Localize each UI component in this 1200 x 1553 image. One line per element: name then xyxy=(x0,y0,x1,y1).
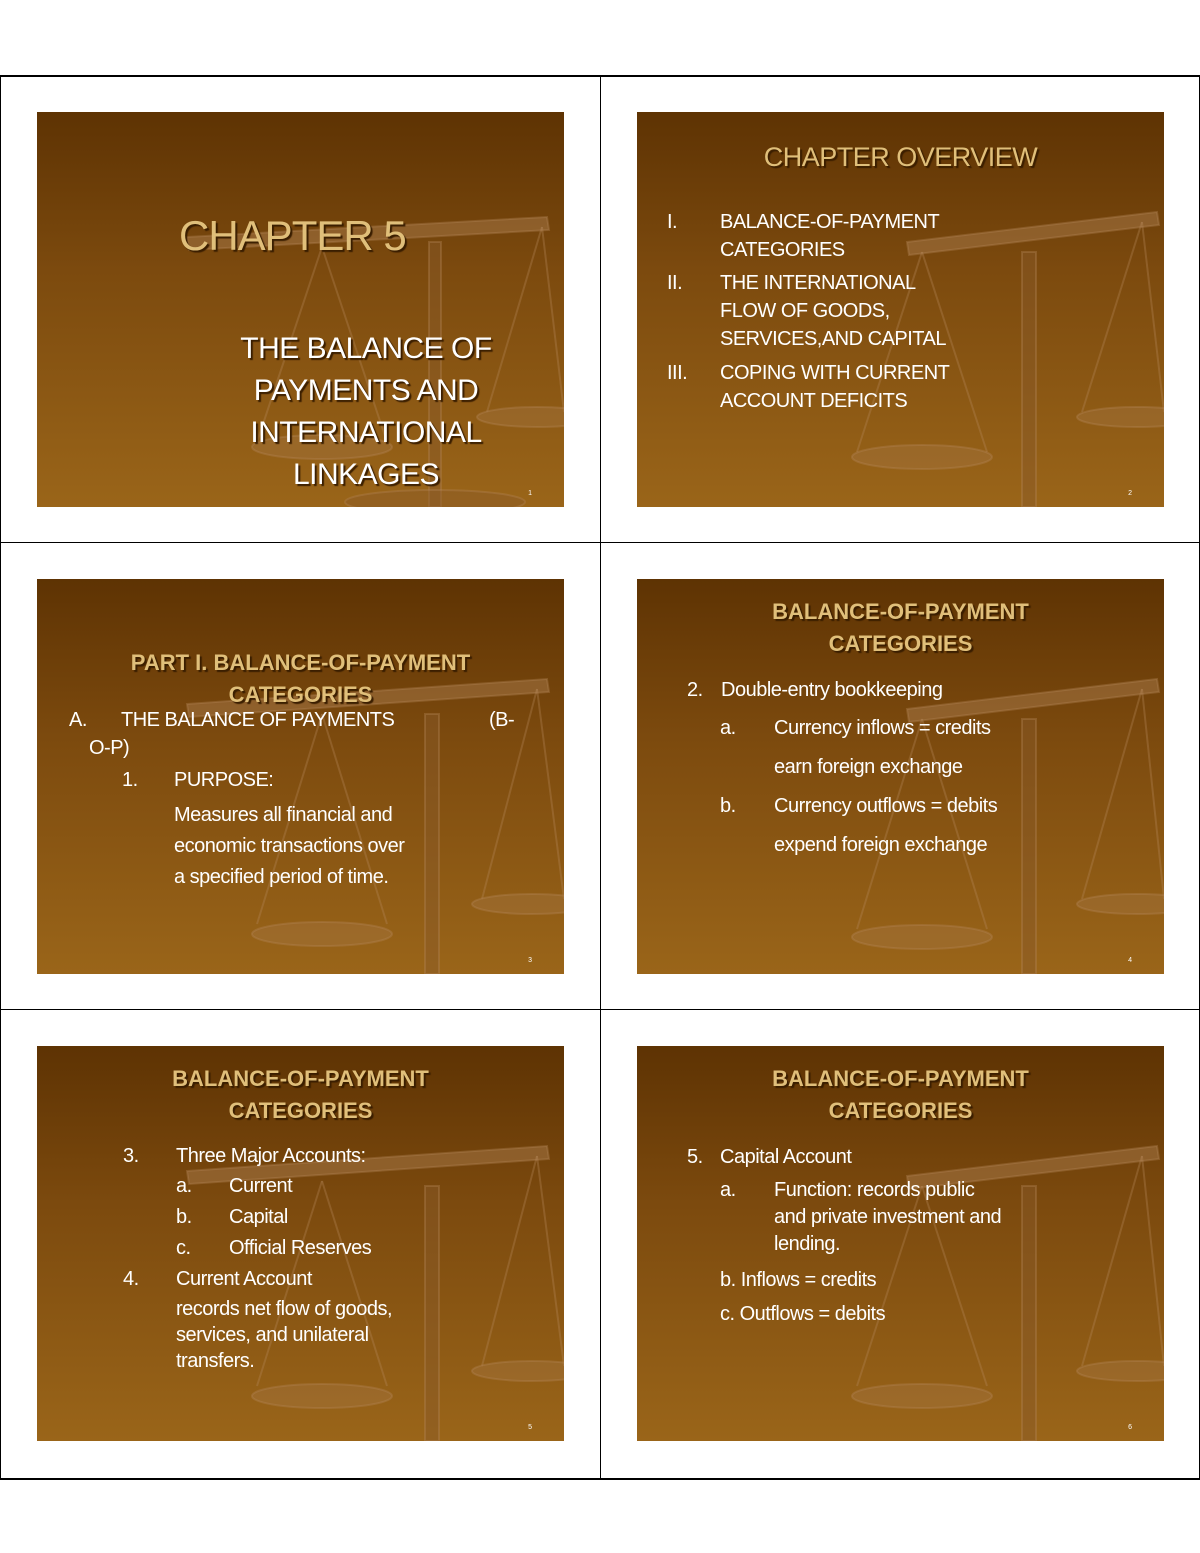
list-item-label: 2. xyxy=(687,679,703,701)
list-item-label: 4. xyxy=(123,1268,139,1290)
slide-title: BALANCE-OF-PAYMENT CATEGORIES xyxy=(772,599,1029,656)
page-number: 1 xyxy=(528,490,532,497)
list-item-text: Currency inflows = credits xyxy=(774,717,991,739)
page-number: 3 xyxy=(528,957,532,964)
slide-title-prefix: PART I. xyxy=(130,650,208,675)
list-item xyxy=(176,1172,476,1202)
list-item xyxy=(667,208,1147,268)
list-item xyxy=(720,792,1140,862)
list-item-suffix: (B- xyxy=(489,709,515,731)
slide-title: BALANCE-OF-PAYMENT CATEGORIES xyxy=(172,1066,429,1123)
slide-6 xyxy=(637,1046,1164,1441)
list-item-label: 3. xyxy=(123,1145,139,1167)
list-item-text: BALANCE-OF-PAYMENT CATEGORIES xyxy=(720,211,940,261)
list-item-label: b. xyxy=(720,795,736,817)
list-item xyxy=(123,1265,523,1375)
slide-subtitle: THE BALANCE OF PAYMENTS AND INTERNATIONAL LINKAGES xyxy=(240,332,492,491)
list-item-text: Double-entry bookkeeping xyxy=(721,679,943,701)
page-number: 5 xyxy=(528,1424,532,1431)
slide-5 xyxy=(37,1046,564,1441)
list-item-label: III. xyxy=(667,362,688,384)
row-divider xyxy=(0,542,1200,543)
list-item: c. Outflows = debits xyxy=(720,1303,886,1325)
list-item xyxy=(667,269,1147,359)
list-item xyxy=(687,1143,1147,1173)
list-item-text: Capital xyxy=(229,1206,288,1228)
page-number: 4 xyxy=(1128,957,1132,964)
slide-title-line2: CATEGORIES xyxy=(228,682,373,707)
list-item-text: Current Account xyxy=(176,1268,312,1290)
list-item-text: PURPOSE: xyxy=(174,769,274,791)
row-divider xyxy=(0,1009,1200,1010)
list-item xyxy=(69,706,539,766)
slide-title: BALANCE-OF-PAYMENT CATEGORIES xyxy=(772,1066,1029,1123)
slide-title-rest: BALANCE-OF-PAYMENT xyxy=(213,650,471,675)
list-item: b. Inflows = credits xyxy=(720,1269,877,1291)
list-item-text: THE INTERNATIONAL FLOW OF GOODS, SERVICES,AND CAPITAL xyxy=(720,272,946,350)
list-item-label: a. xyxy=(720,717,736,739)
list-item-text: Official Reserves xyxy=(229,1237,372,1259)
list-item-label: a. xyxy=(720,1179,736,1201)
list-item-label: 5. xyxy=(687,1146,703,1168)
list-item-text: Current xyxy=(229,1175,293,1197)
list-item-label: a. xyxy=(176,1175,192,1197)
list-item-text: Currency outflows = debits xyxy=(774,795,998,817)
list-item-text: COPING WITH CURRENT ACCOUNT DEFICITS xyxy=(720,362,950,412)
list-item-continuation: expend foreign exchange xyxy=(774,834,988,856)
list-item-text: THE BALANCE OF PAYMENTS xyxy=(121,709,395,731)
column-divider xyxy=(600,75,601,1478)
list-item-body: records net flow of goods, services, and unilateral transfers. xyxy=(176,1298,393,1372)
list-item xyxy=(720,714,1140,784)
list-item-label: 1. xyxy=(122,769,138,791)
list-item xyxy=(176,1234,476,1264)
slide-4 xyxy=(637,579,1164,974)
slide-title: CHAPTER OVERVIEW xyxy=(763,142,1038,172)
list-item-label: I. xyxy=(667,211,678,233)
list-item-body: Measures all financial and economic transactions over a specified period of time. xyxy=(174,804,405,888)
list-item-text: Function: records public and private investment and lending. xyxy=(774,1179,1002,1255)
list-item-continuation: O-P) xyxy=(89,737,130,759)
page-number: 2 xyxy=(1128,490,1132,497)
list-item-label: c. xyxy=(176,1237,191,1259)
list-item-continuation: earn foreign exchange xyxy=(774,756,963,778)
page-number: 6 xyxy=(1128,1424,1132,1431)
list-item-label: b. xyxy=(176,1206,192,1228)
list-item-label: II. xyxy=(667,272,683,294)
list-item-label: A. xyxy=(69,709,87,731)
list-item xyxy=(687,676,1147,706)
list-item xyxy=(720,1177,1140,1267)
slide-title xyxy=(37,647,564,711)
slide-3 xyxy=(37,579,564,974)
list-item xyxy=(122,766,522,886)
list-item xyxy=(667,359,1147,419)
list-item xyxy=(123,1142,523,1172)
list-item-text: Three Major Accounts: xyxy=(176,1145,366,1167)
slide-1 xyxy=(37,112,564,507)
slide-2 xyxy=(637,112,1164,507)
slide-title: CHAPTER 5 xyxy=(179,212,406,259)
list-item-text: Capital Account xyxy=(720,1146,852,1168)
list-item xyxy=(176,1203,476,1233)
